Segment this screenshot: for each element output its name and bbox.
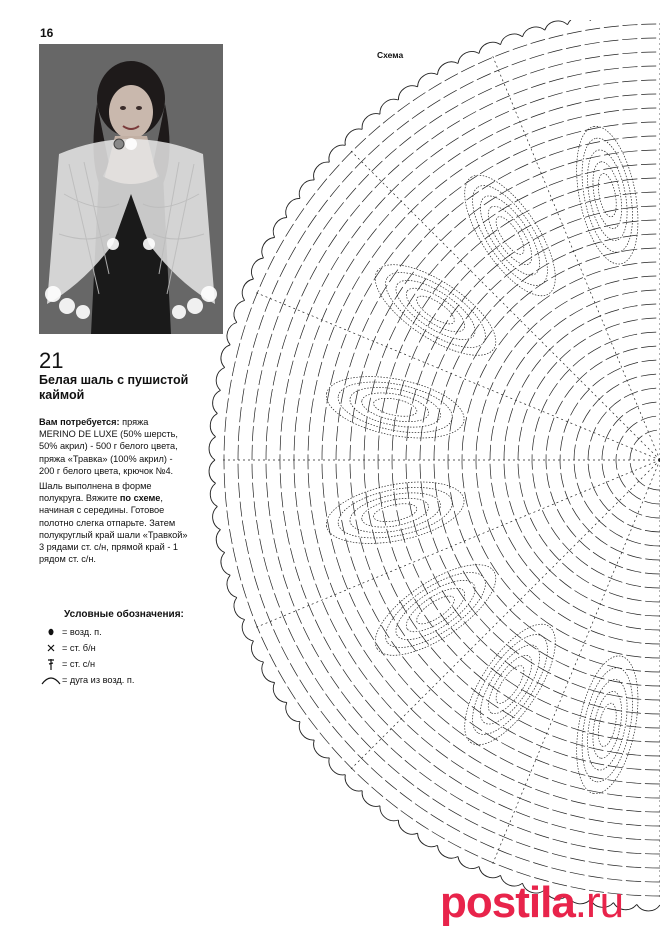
materials-label: Вам потребуется: [39,417,120,427]
arc-icon [40,675,62,685]
watermark-logo [440,878,623,928]
legend-item-arc [40,672,190,688]
legend-text: = дуга из возд. п. [62,675,135,685]
legend-text: = возд. п. [62,627,102,637]
cross-icon [40,643,62,653]
legend-text: = ст. б/н [62,643,96,653]
instructions-part1: Шаль выполнена в форме полукруга. Вяжите [39,481,152,504]
materials-body: пряжа MERINO DE LUXE (50% шерсть, 50% акрил) - 500 г белого цвета, пряжа «Травка» (100% акрил) - 200 г белого цвета, крючок №4. [39,417,178,476]
instructions-part2: , начиная с середины. Готовое полотно слегка отпарьте. Затем полукруглый край шали «Травкой» 3 рядами ст. с/н, прямой край - 1 рядом ст. с/н. [39,493,188,565]
crochet-diagram [195,20,660,930]
legend [40,608,190,688]
instructions-text [39,480,189,565]
scheme-label: Схема [377,50,404,60]
legend-item-dc [40,656,190,672]
legend-title: Условные обозначения: [64,609,184,620]
pattern-title: Белая шаль с пушистой каймой [39,373,189,402]
page-number: 16 [40,26,54,40]
tall-stitch-icon [40,657,62,671]
instructions-bold: по схеме [119,493,161,504]
watermark-tld: .ru [574,878,624,927]
materials-text [39,416,179,477]
legend-item-sc [40,640,190,656]
dot-icon [40,627,62,637]
legend-text: = ст. с/н [62,659,96,669]
legend-item-chain [40,624,190,640]
watermark-brand: postila [440,878,575,927]
pattern-number: 21 [39,348,64,373]
